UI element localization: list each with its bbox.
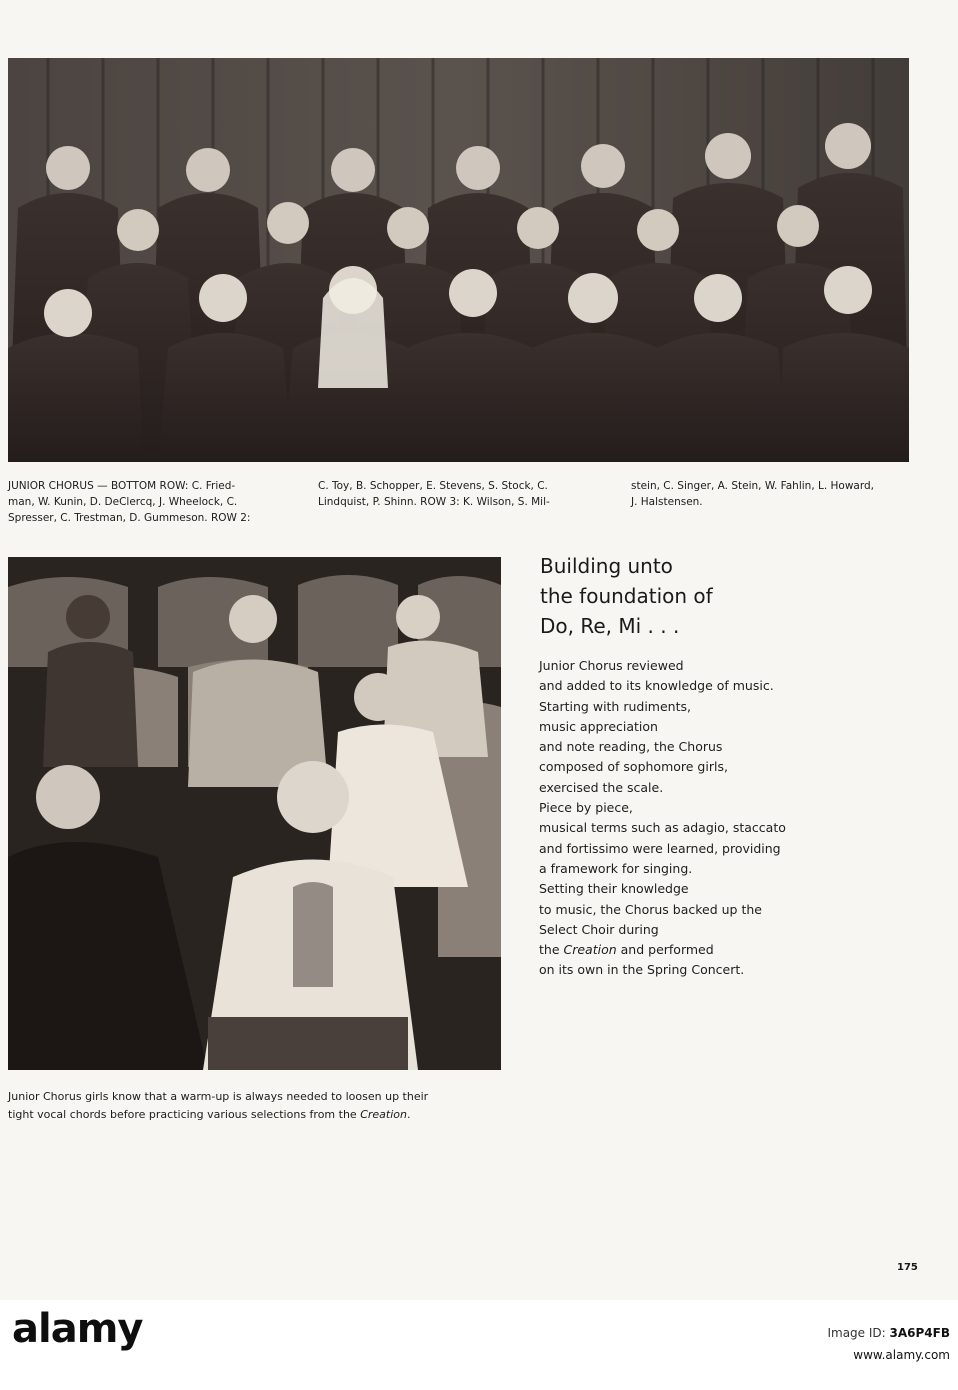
headline-line: Building unto	[540, 554, 673, 578]
article-headline	[540, 551, 840, 641]
body-line: a framework for singing.	[539, 860, 693, 876]
body-text-fragment: the	[539, 942, 564, 958]
body-line: Junior Chorus reviewed	[539, 658, 684, 673]
group-caption-column-1	[8, 478, 298, 526]
image-id-block	[640, 1322, 950, 1366]
body-line: and added to its knowledge of music.	[539, 678, 774, 694]
caption-line: Junior Chorus girls know that a warm-up is always needed to loosen up their	[8, 1090, 429, 1103]
image-id-value: 3A6P4FB	[889, 1326, 950, 1340]
body-line: to music, the Chorus backed up the	[539, 901, 762, 917]
caption-fragment: .	[407, 1108, 411, 1121]
page-number: 175	[897, 1262, 918, 1273]
caption-line: C. Toy, B. Schopper, E. Stevens, S. Stock, C.	[318, 480, 548, 492]
caption-line: Spresser, C. Trestman, D. Gummeson. ROW 2:	[8, 512, 251, 524]
body-line: and fortissimo were learned, providing	[539, 840, 781, 856]
warmup-caption	[8, 1088, 508, 1124]
body-line: composed of sophomore girls,	[539, 759, 728, 775]
image-id-label: Image ID:	[827, 1326, 886, 1340]
body-line	[539, 940, 839, 960]
body-line: and note reading, the Chorus	[539, 739, 723, 755]
group-caption-column-2	[318, 478, 608, 510]
body-line: Select Choir during	[539, 921, 659, 937]
body-line: Starting with rudiments,	[539, 698, 691, 714]
caption-line	[8, 1106, 508, 1124]
chorus-group-photo	[8, 58, 909, 462]
headline-line: the foundation of	[540, 584, 713, 608]
body-line: music appreciation	[539, 718, 658, 734]
warmup-photo	[8, 557, 501, 1070]
headline-line: Do, Re, Mi . . .	[540, 614, 680, 638]
caption-line: stein, C. Singer, A. Stein, W. Fahlin, L. Howard,	[631, 480, 875, 492]
article-body	[539, 656, 839, 981]
group-photo-image	[8, 58, 909, 462]
caption-line: JUNIOR CHORUS — BOTTOM ROW: C. Fried-	[8, 480, 236, 492]
creation-title: Creation	[360, 1108, 407, 1121]
caption-line: Lindquist, P. Shinn. ROW 3: K. Wilson, S. Mil-	[318, 496, 550, 508]
body-line: on its own in the Spring Concert.	[539, 962, 745, 978]
body-text-fragment: and performed	[616, 942, 714, 958]
body-line: Setting their knowledge	[539, 881, 689, 897]
group-caption-column-3	[631, 478, 921, 510]
creation-title: Creation	[563, 942, 617, 958]
body-line: Piece by piece,	[539, 800, 633, 816]
warmup-photo-image	[8, 557, 501, 1070]
body-line: musical terms such as adagio, staccato	[539, 820, 786, 836]
caption-line: J. Halstensen.	[631, 496, 703, 508]
site-url[interactable]: www.alamy.com	[853, 1348, 950, 1362]
alamy-logo: alamy	[12, 1306, 143, 1352]
caption-line: man, W. Kunin, D. DeClercq, J. Wheelock, C.	[8, 496, 238, 508]
caption-fragment: tight vocal chords before practicing various selections from the	[8, 1108, 361, 1121]
body-line: exercised the scale.	[539, 779, 664, 795]
